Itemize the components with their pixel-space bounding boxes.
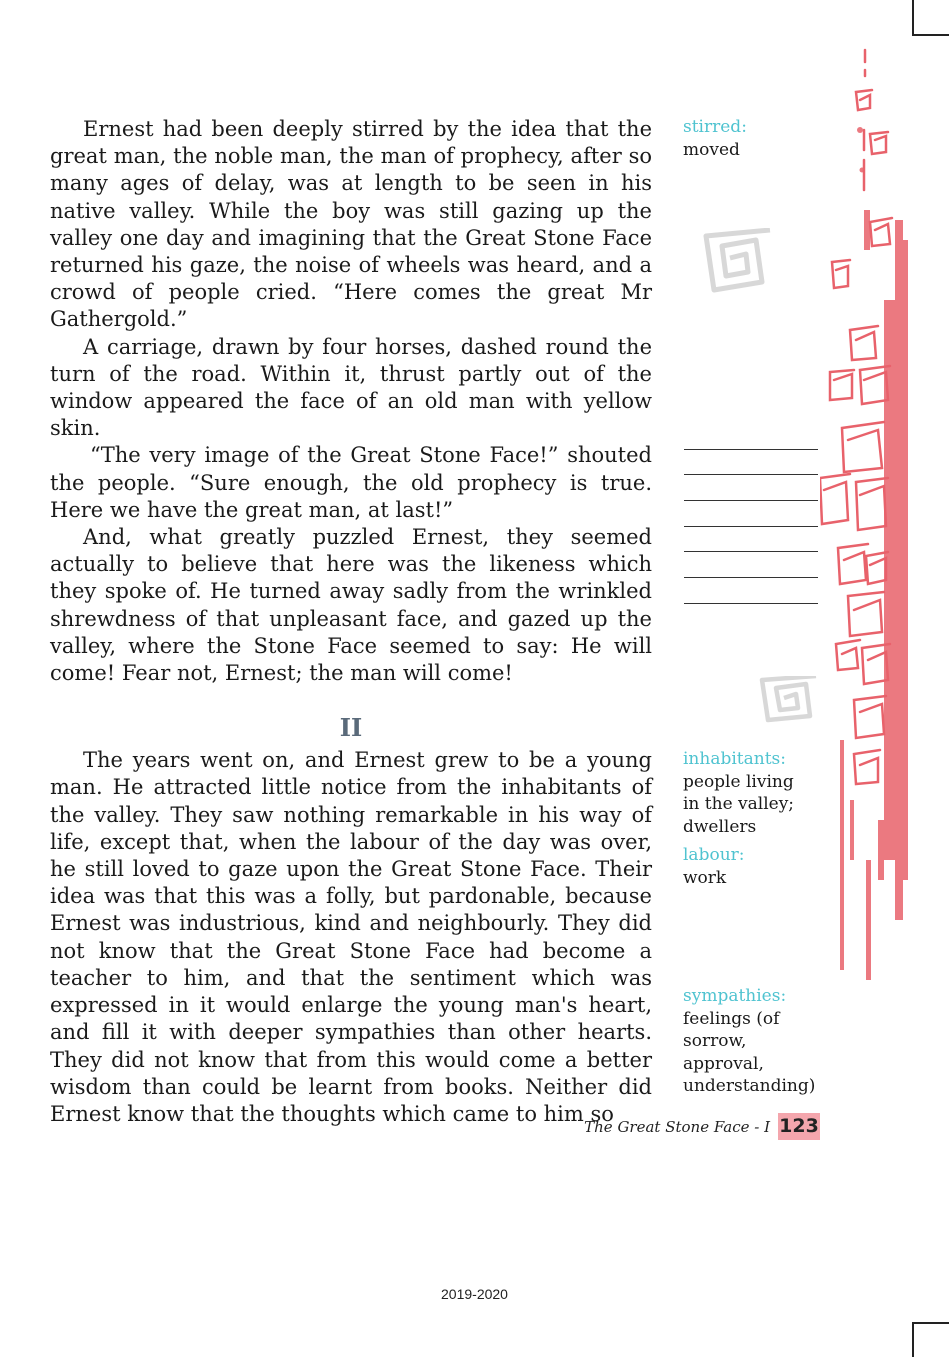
edition-year: 2019-2020 xyxy=(441,1286,508,1302)
paragraph: “The very image of the Great Stone Face!” shouted the people. “Sure enough, the old prophecy is true. Here we have the great man, at last!” xyxy=(50,443,652,522)
paragraph: A carriage, drawn by four horses, dashed round the turn of the road. Within it, thrust partly out of the window appeared the face of an old man with yellow skin. xyxy=(50,334,652,441)
note-line xyxy=(684,501,818,527)
spiral-watermark-icon xyxy=(700,228,778,300)
glossary-entry-stirred xyxy=(683,116,823,161)
crop-mark-top xyxy=(912,0,949,36)
footer-book-title: The Great Stone Face - I xyxy=(584,1118,770,1136)
glossary-meaning: feelings (of sorrow, approval, understanding) xyxy=(683,1008,816,1096)
glossary-entry-labour xyxy=(683,844,823,889)
glossary-entry-inhabitants xyxy=(683,748,813,838)
glossary-word: labour: xyxy=(683,845,745,865)
note-line xyxy=(684,424,818,450)
paragraph: The years went on, and Ernest grew to be a young man. He attracted little notice from the inhabitants of the valley. They saw nothing remarkable in his way of life, except that, when the labour of the day was over, he still loved to gaze upon the Great Stone Face. Their idea was that this was a folly, but pardonable, because Ernest was industrious, kind and neighbourly. They did not know that the Great Stone Face had become a teacher to him, and that the sentiment which was expressed in it would enlarge the young man's heart, and fill it with deeper sympathies than other hearts. They did not know that from this would come a better wisdom than could be learnt from books. Neither did Ernest know that the thoughts which came to him so xyxy=(50,748,652,1126)
crop-mark-bottom xyxy=(912,1322,949,1357)
page-number: 123 xyxy=(778,1113,820,1140)
glossary-meaning: work xyxy=(683,867,727,888)
note-line xyxy=(684,578,818,604)
spiral-watermark-icon xyxy=(758,676,824,726)
glossary-entry-sympathies xyxy=(683,985,823,1098)
spiral-decor-icon xyxy=(820,40,915,980)
paragraph: Ernest had been deeply stirred by the idea that the great man, the noble man, the man of prophecy, after so many ages of delay, was at length to be seen in his native valley. While the boy was still gazing up the valley one day and imagining that the Great Stone Face returned his gaze, the noise of wheels was heard, and a crowd of people cried. “Here comes the great Mr Gathergold.” xyxy=(50,117,652,332)
glossary-meaning: people living in the valley; dwellers xyxy=(683,771,795,837)
glossary-meaning: moved xyxy=(683,139,740,160)
note-line xyxy=(684,475,818,501)
main-text xyxy=(50,116,652,1128)
glossary-word: inhabitants: xyxy=(683,749,786,769)
section-heading: II xyxy=(339,713,363,743)
note-line xyxy=(684,527,818,553)
paragraph: And, what greatly puzzled Ernest, they seemed actually to believe that here was the likeness which they spoke of. He turned away sadly from the wrinkled shrewdness of that unpleasant face, and gazed up the valley, where the Stone Face seemed to say: He will come! Fear not, Ernest; the man will come! xyxy=(50,525,652,686)
note-lines xyxy=(684,424,818,604)
glossary-word: sympathies: xyxy=(683,986,787,1006)
note-line xyxy=(684,552,818,578)
glossary-word: stirred: xyxy=(683,117,747,137)
note-line xyxy=(684,450,818,476)
